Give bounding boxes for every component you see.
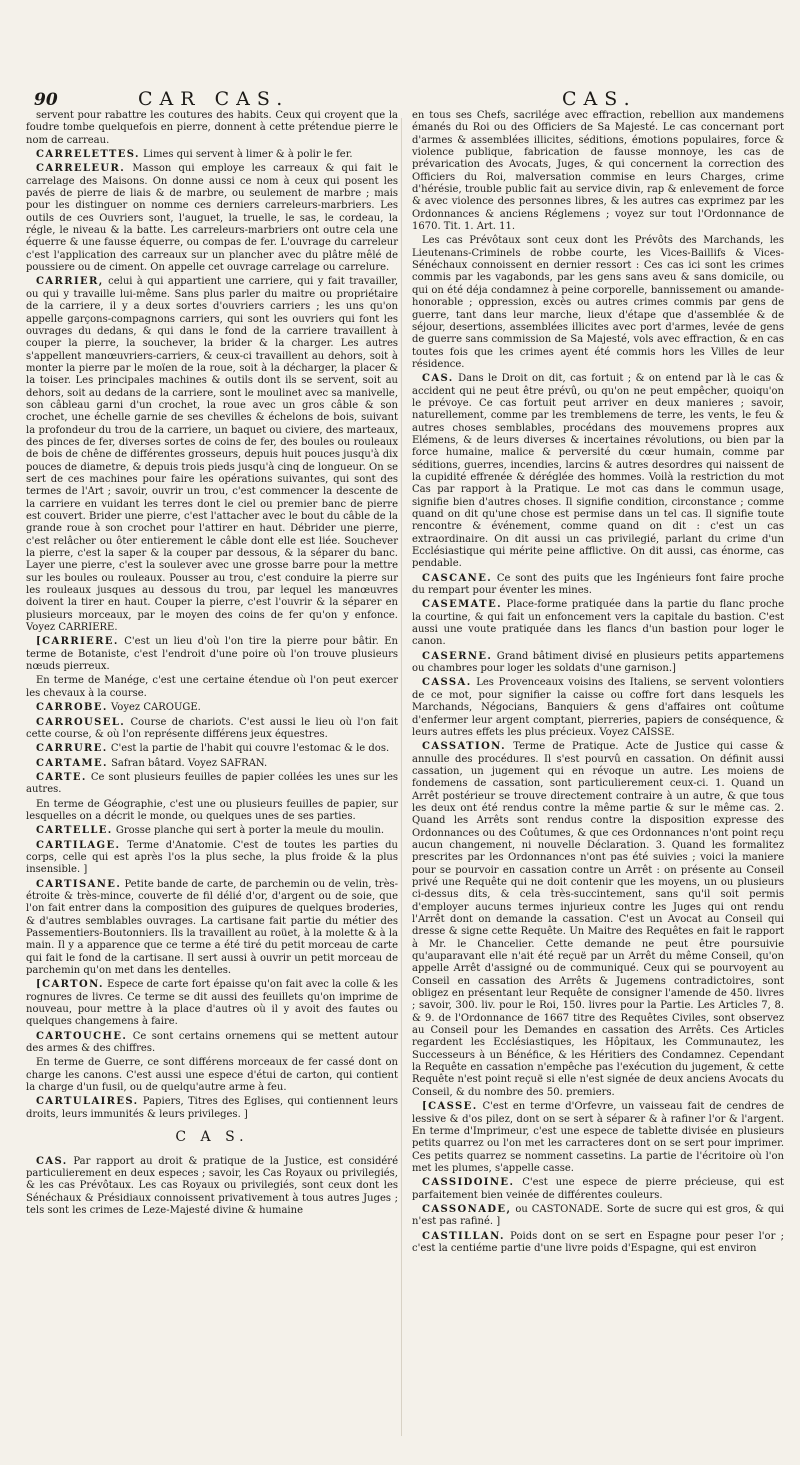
entry-headword: CARROUSEL. — [36, 716, 126, 728]
entry-headword: CARRIER, — [36, 276, 104, 288]
dictionary-entry — [26, 879, 398, 978]
entry-text: C'est en terme d'Orfevre, un vaisseau fait de cendres de lessive & d'os pilez, dont on se sert à séparer & à rafiner l'or & l'argent. En terme d'Imprimeur, c'est une espece de tablette divisée en plusieurs petits quarrez ou l'on met les carracteres dont on se sert pour imprimer. Ces petits quarrez se nomment cassetins. La partie de l'écritoire où l'on met les plumes, s'appelle casse. — [412, 1101, 784, 1174]
entry-text: Voyez CAROUGE. — [111, 702, 201, 714]
entry-headword: CAS. — [36, 1155, 68, 1167]
dictionary-entry — [26, 1096, 398, 1121]
entry-text: Course de chariots. C'est aussi le lieu où l'on fait cette course, & où l'on représente différens jeux équestres. — [26, 716, 399, 740]
entry-headword: [CARRIERE. — [36, 636, 119, 648]
entry-text: Ce sont certains ornemens qui se mettent autour des armes & des chiffres. — [26, 1030, 398, 1055]
entry-headword: CARTE. — [36, 771, 87, 783]
dictionary-entry — [412, 741, 784, 1099]
entry-text: C'est une espece de pierre précieuse, qui est parfaitement bien veinée de différentes couleurs. — [412, 1177, 784, 1201]
entry-headword: [CARTON. — [36, 979, 104, 991]
entry-text: Poids dont on se sert en Espagne pour peser l'or ; c'est la centiéme partie d'une livre poids d'Espagne, qui est environ — [412, 1230, 784, 1254]
dictionary-entry — [26, 772, 398, 797]
dictionary-entry — [412, 373, 784, 571]
dictionary-entry — [26, 758, 398, 770]
dictionary-entry — [26, 717, 398, 742]
section-heading: C A S. — [175, 1129, 249, 1146]
entry-text: Grand bâtiment divisé en plusieurs petits appartemens ou chambres pour loger les soldats d'une garnison.] — [412, 650, 784, 675]
dictionary-entry — [412, 1177, 784, 1202]
entry-headword: CARTOUCHE. — [36, 1030, 128, 1042]
right-column — [412, 110, 784, 1257]
entry-text: Papiers, Titres des Eglises, qui contiennent leurs droits, leurs immunités & leurs privileges. ] — [26, 1096, 398, 1120]
entry-paragraph — [412, 110, 784, 233]
entry-text: Limes qui servent à limer & à polir le fer. — [143, 149, 353, 161]
entry-text: en tous ses Chefs, sacrilége avec effraction, rebellion aux mandemens émanés du Roi ou des Officiers de Sa Majesté. Le cas concernant port d'armes & assemblées illicites, séditions, émotions populaires, force & violence publique, fabrication de fausse monnoye, les cas de prévarication des Avocats, Juges, & qui concernent la correction des Officiers du Roi, malversation commise en leurs Charges, crime d'hérésie, trouble public fait au service divin, rap & enlevement de force & avec violence des personnes libres, & les autres cas exprimez par les Ordonnances & anciens Réglemens ; voyez sur tout l'Ordonnance de 1670. Tit. 1. Art. 11. — [412, 110, 784, 233]
entry-headword: CARRELETTES. — [36, 149, 140, 161]
entry-text: En terme de Géographie, c'est une ou plusieurs feuilles de papier, sur lesquelles on a décrit le monde, ou quelques unes de ses parties. — [26, 798, 398, 822]
left-column — [26, 110, 398, 1219]
entry-text: Ce sont plusieurs feuilles de papier collées les unes sur les autres. — [26, 771, 398, 796]
dictionary-entry — [412, 599, 784, 648]
entry-text: En terme de Guerre, ce sont différens morceaux de fer cassé dont on charge les canons. C'est aussi une espece d'étui de carton, qui contient la charge d'un fusil, ou de quelqu'autre arme à feu. — [26, 1057, 398, 1094]
dictionary-entry — [412, 573, 784, 598]
entry-headword: CASSATION. — [422, 741, 506, 753]
dictionary-entry — [26, 163, 398, 274]
entry-headword: CARTULAIRES. — [36, 1096, 139, 1108]
entry-headword: CASERNE. — [422, 650, 493, 662]
entry-headword: CAS. — [422, 373, 454, 385]
entry-headword: CASSA. — [422, 677, 472, 689]
entry-headword: CARTELLE. — [36, 825, 113, 837]
dictionary-entry — [26, 1156, 398, 1218]
entry-headword: CARRURE. — [36, 743, 108, 755]
dictionary-entry — [26, 149, 398, 161]
dictionary-entry — [412, 677, 784, 739]
dictionary-entry — [412, 1204, 784, 1229]
entry-headword: CARTILAGE. — [36, 839, 121, 851]
entry-text: Les Provenceaux voisins des Italiens, se servent volontiers de ce mot, pour signifier la caisse ou coffre fort dans lesquels les Marchands, Négocians, Banquiers & gens d'affaires ont coûtume d'enfermer leur argent comptant, pierreries, papiers de conséquence, & leurs autres effets les plus précieux. Voyez CAISSE. — [412, 677, 784, 738]
entry-text: Les cas Prévôtaux sont ceux dont les Prévôts des Marchands, les Lieutenans-Criminels de robbe courte, les Vices-Baillifs & Vices-Sénéchaux connoissent en dernier ressort : Ces cas ici sont les crimes commis par les vagabonds, par les gens sans aveu & sans domicile, ou qui on été déja condamnez à peine corporelle, bannissement ou amande-honorable ; oppression, excès ou autres crimes commis par gens de guerre, tant dans leur marche, lieux d'étape que d'assemblée & de séjour, desertions, assemblées illicites avec port d'armes, levée de gens de guerre sans commission de Sa Majesté, vols avec effraction, & en cas toutes fois que les crimes ayent été commis hors les Villes de leur résidence. — [412, 235, 784, 370]
dictionary-entry — [26, 276, 398, 634]
dictionary-entry — [26, 743, 398, 755]
entry-paragraph — [412, 235, 784, 371]
entry-text: Place-forme pratiquée dans la partie du flanc proche la courtine, & qui fait un enfoncement vers la capitale du bastion. C'est aussi une voute pratiquée dans les flancs d'un bastion pour loger le canon. — [412, 599, 784, 648]
entry-headword: CARTISANE. — [36, 878, 122, 890]
entry-paragraph — [26, 1057, 398, 1094]
dictionary-entry — [26, 979, 398, 1028]
dictionary-entry — [412, 651, 784, 676]
entry-text: celui à qui appartient une carriere, qui y fait travailler, ou qui y travaille lui-même. Sans plus parler du maitre ou propriétaire de la carriere, il y a deux sortes d'ouvriers carriers ; les uns qu'on appelle garçons-compagnons carriers, qui sont les ouvriers qui font les ouvrages du dedans, & qui dans le fond de la carriere travaillent à couper la pierre, la souchever, la brider & la charger. Les autres s'appellent manœuvriers-carriers, & ceux-ci travaillent au dehors, soit à monter la pierre par le moïen de la roue, soit à la décharger, la placer & la toiser. Les principales machines & outils dont ils se servent, soit au dehors, soit au dedans de la carriere, sont le moulinet avec sa manivelle, son câbleau garni d'un crochet, la roue avec un gros câble & son crochet, une échelle garnie de ses chevilles & échelons de bois, suivant la profondeur du trou de la carriere, un baquet ou civiere, des marteaux, des pinces de fer, diverses sortes de coins de fer, des boules ou rouleaux de bois de chêne de différentes grosseurs, depuis huit pouces jusqu'à dix pouces de diametre, & depuis trois pieds jusqu'à cinq de longueur. On se sert de ces machines pour faire les opérations suivantes, qui sont des termes de l'Art ; savoir, ouvrir un trou, c'est commencer la descente de la carriere en vuidant les terres dont le ciel ou premier banc de pierre est couvert. Brider une pierre, c'est l'attacher avec le bout du câble de la grande roue à son crochet pour l'attirer en haut. Débrider une pierre, c'est relâcher ou ôter entierement le câble dont elle est liée. Souchever la pierre, c'est la saper & la couper par dessous, & la séparer du banc. Layer une pierre, c'est la soulever avec une grosse barre pour la mettre sur les boules ou rouleaux. Pousser au trou, c'est conduire la pierre sur les rouleaux jusques au dessous du trou, par lequel les manœuvres doivent la tirer en haut. Couper la pierre, c'est l'ouvrir & la séparer en plusieurs morceaux, par le moyen des coins de fer qu'on y enfonce. Voyez CARRIERE. — [26, 276, 398, 634]
entry-text: En terme de Manége, c'est une certaine étendue où l'on peut exercer les chevaux à la course. — [26, 675, 398, 699]
running-head-right: CAS. — [562, 88, 637, 110]
entry-text: Petite bande de carte, de parchemin ou de velin, très-étroite & très-mince, couverte de fil délié d'or, d'argent ou de soie, que l'on fait entrer dans la composition des guipures de quelques broderies, & d'autres semblables ouvrages. La cartisane fait partie du métier des Passementiers-Boutonniers. Ils la travaillent au roüet, à la molette & à la main. Il y a apparence que ce terme a été tiré du petit morceau de carte qui fait le fond de la cartisane. Il sert aussi à ouvrir un petit morceau de parchemin qu'on met dans les dentelles. — [26, 878, 398, 977]
dictionary-entry — [26, 636, 398, 673]
entry-paragraph — [26, 110, 398, 147]
entry-text: Dans le Droit on dit, cas fortuit ; & on entend par là le cas & accident qui ne peut être prévû, ou qu'on ne peut empêcher, quoiqu'on le prévoye. Ce cas fortuit peut arriver en deux manieres ; savoir, naturellement, comme par les tremblemens de terre, les vents, le feu & autres choses semblables, procédans des mouvemens propres aux Elémens, & de leurs diverses & incertaines révolutions, ou bien par la force humaine, malice & perversité du cœur humain, comme par séditions, guerres, incendies, larcins & autres desordres qui naissent de la cupidité effrenée & déréglée des hommes. Voilà la restriction du mot Cas par rapport à la Pratique. Le mot cas dans le commun usage, signifie bien d'autres choses. Il signifie condition, circonstance ; comme quand on dit qu'une chose est permise dans un tel cas. Il signifie toute rencontre & événement, comme quand on dit : c'est un cas extraordinaire. On dit aussi un cas privilegié, parlant du crime d'un Ecclésiastique qui mérite peine afflictive. On dit aussi, cas énorme, cas pendable. — [412, 373, 784, 570]
running-head-left: CAR CAS. — [138, 88, 290, 110]
entry-text: Terme de Pratique. Acte de Justice qui casse & annulle des procédures. Il s'est pourvû en cassation. On définit aussi cassation, un jugement qui en révoque un autre. Les moiens de fondemens de cassation, sont particulierement ceux-ci. 1. Quand un Arrêt postérieur se trouve directement contraire à un autre, & que tous les deux ont été rendus contre la même partie & sur le même cas. 2. Quand les Arrêts sont rendus contre la disposition expresse des Ordonnances ou des Coûtumes, & que ces Ordonnances n'ont point reçu aucun changement, ni nouvelle Déclaration. 3. Quand les formalitez prescrites par les Ordonnances n'ont pas été suivies ; voici la maniere pour se pourvoir en cassation contre un Arrêt : on présente au Conseil privé une Requête qui ne doit contenir que les moyens, un ou plusieurs ci-dessus dits, & cela très-succintement, sans qu'il soit permis d'employer aucuns termes injurieux contre les Juges qui ont rendu l'Arrêt dont on demande la cassation. C'est un Avocat au Conseil qui dresse & signe cette Requête. Un Maitre des Requêtes en fait le rapport à Mr. le Chancelier. Cette demande ne peut être poursuivie qu'auparavant elle n'ait été reçuë par un Arrêt du même Conseil, qu'on appelle Arrêt d'assigné ou de communiqué. Ceux qui se pourvoyent au Conseil en cassation des Arrêts & Jugemens contradictoires, sont obligez en présentant leur Requête de consigner l'amende de 450. livres ; savoir, 300. liv. pour le Roi, 150. livres pour la Partie. Les Articles 7, 8. & 9. de l'Ordonnance de 1667 titre des Requêtes Civiles, sont observez au Conseil pour les Demandes en cassation des Arrêts. Ces Articles regardent les Ecclésiastiques, les Hôpitaux, les Communautez, les Successeurs à un Bénéfice, & les Héritiers des Condamnez. Cependant la Requête en cassation n'empêche pas l'exécution du jugement, & cette Requête n'est point reçuë si elle n'est signée de deux anciens Avocats du Conseil, & du nombre des 50. premiers. — [412, 741, 784, 1098]
entry-text: ou CASTONADE. Sorte de sucre qui est gros, & qui n'est pas rafiné. ] — [412, 1203, 784, 1228]
entry-headword: [CASSE. — [422, 1101, 478, 1113]
dictionary-entry — [412, 1231, 784, 1256]
dictionary-entry — [412, 1101, 784, 1175]
dictionary-entry — [26, 825, 398, 837]
entry-headword: CASTILLAN. — [422, 1230, 505, 1242]
entry-text: Par rapport au droit & pratique de la Justice, est considéré particulierement en deux especes ; savoir, les Cas Royaux ou privilegiés, & les cas Prévôtaux. Les cas Royaux ou privilegiés, sont ceux dont les Sénéchaux & Présidiaux connoissent privativement à tous autres Juges ; tels sont les crimes de Leze-Majesté divine & humaine — [26, 1155, 398, 1216]
entry-paragraph — [26, 799, 398, 824]
entry-headword: CARROBE. — [36, 702, 108, 714]
entry-text: Masson qui employe les carreaux & qui fait le carrelage des Maisons. On donne aussi ce nom à ceux qui posent les pavés de pierre de liais & de marbre, ou seulement de marbre ; mais pour les distinguer on nomme ces derniers carreleurs-marbriers. Les outils de ces Ouvriers sont, l'auguet, la truelle, le sas, le cordeau, la régle, le niveau & la batte. Les carreleurs-marbriers ont outre cela une équerre & une fausse équerre, ou compas de fer. L'ouvrage du carreleur c'est l'application des carreaux sur un plancher avec du plâtre mêlé de poussiere ou de ciment. On appelle cet ouvrage carrelage ou carrelure. — [26, 163, 398, 274]
entry-headword: CASSONADE, — [422, 1203, 512, 1215]
page-number: 90 — [34, 90, 58, 110]
dictionary-entry — [26, 702, 398, 714]
entry-text: Terme d'Anatomie. C'est de toutes les parties du corps, celle qui est après l'os la plus seche, la plus froide & la plus insensible. ] — [26, 839, 398, 876]
entry-headword: CARTAME. — [36, 757, 108, 769]
entry-text: Safran bâtard. Voyez SAFRAN. — [111, 757, 268, 769]
entry-text: C'est un lieu d'où l'on tire la pierre pour bâtir. En terme de Botaniste, c'est l'endroit d'une poire où l'on trouve plusieurs nœuds pierreux. — [26, 636, 398, 673]
entry-paragraph — [26, 675, 398, 700]
entry-text: servent pour rabattre les coutures des habits. Ceux qui croyent que la foudre tombe quelquefois en pierre, donnent à cette prétendue pierre le nom de carreau. — [26, 110, 398, 146]
entry-text: Ce sont des puits que les Ingénieurs font faire proche du rempart pour éventer les mines. — [412, 572, 784, 597]
entry-text: C'est la partie de l'habit qui couvre l'estomac & le dos. — [110, 743, 390, 755]
column-divider — [401, 118, 402, 1436]
entry-text: Grosse planche qui sert à porter la meule du moulin. — [115, 825, 385, 837]
entry-headword: CASEMATE. — [422, 599, 502, 611]
entry-headword: CASCANE. — [422, 572, 493, 584]
entry-text: Espece de carte fort épaisse qu'on fait avec la colle & les rognures de livres. Ce terme se dit aussi des feuillets qu'on imprime de nouveau, pour mettre à la place d'autres où il y avoit des fautes ou quelques changemens à faire. — [26, 979, 398, 1028]
entry-headword: CARRELEUR. — [36, 163, 126, 175]
dictionary-entry — [26, 840, 398, 877]
dictionary-entry — [26, 1031, 398, 1056]
entry-headword: CASSIDOINE. — [422, 1177, 515, 1189]
